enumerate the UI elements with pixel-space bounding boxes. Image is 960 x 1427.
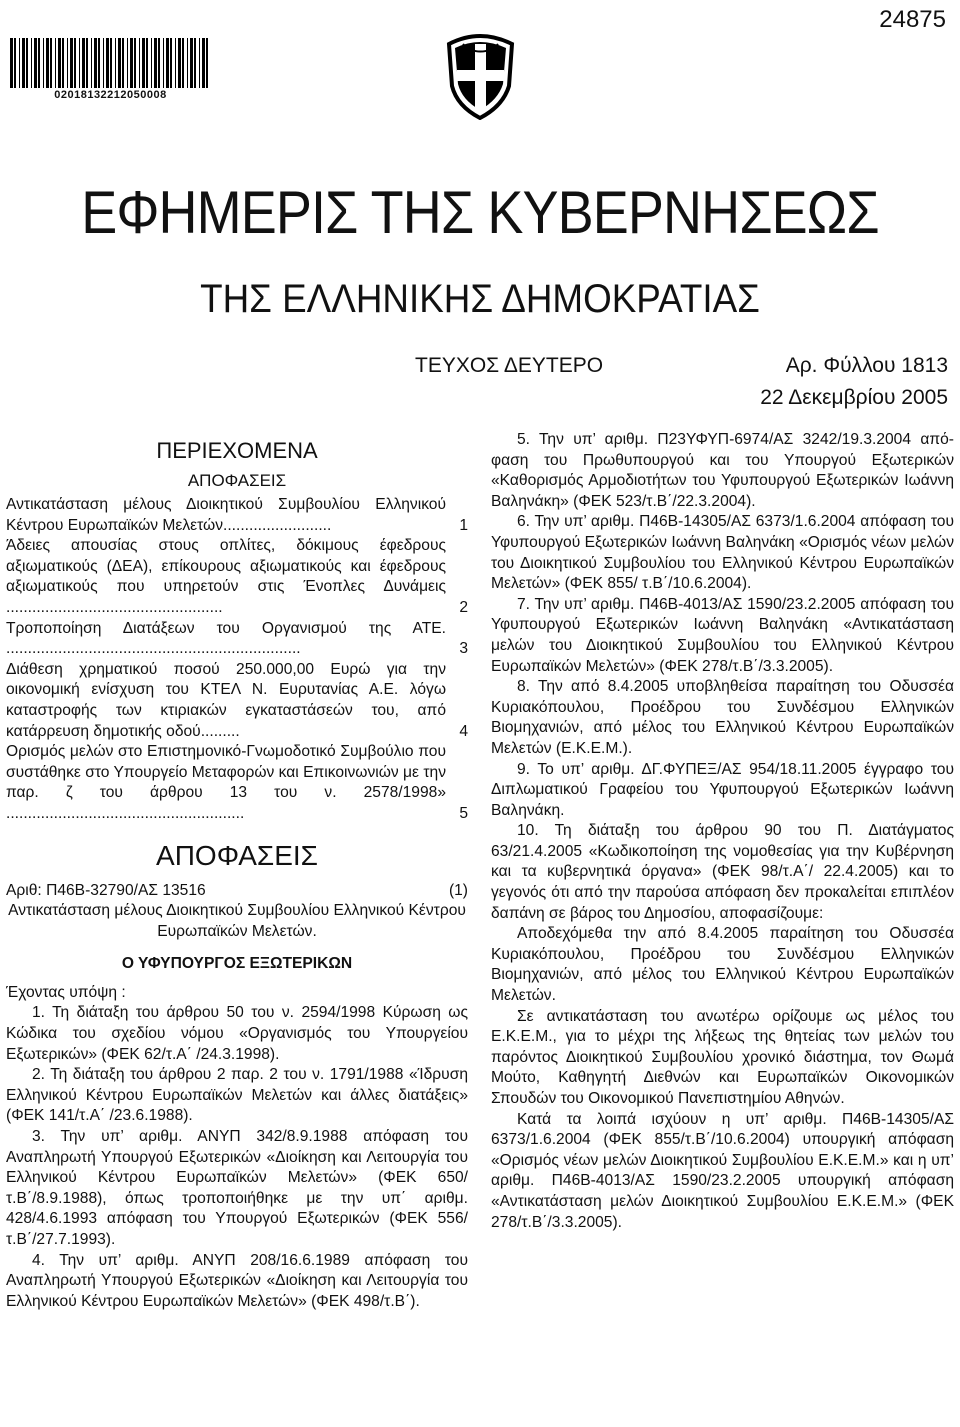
decisions-heading: ΑΠΟΦΑΣΕΙΣ bbox=[156, 839, 318, 871]
toc-entry-page: 1 bbox=[459, 516, 468, 534]
issue-number: Αρ. Φύλλου 1813 bbox=[785, 354, 948, 377]
toc-entry-text: Αντικατάσταση μέλους Διοικητικού Συμβουλίου Ελληνικού Κέντρου Ευρωπαϊκών Μελετών bbox=[6, 496, 446, 534]
right-column bbox=[491, 430, 954, 1233]
toc-entry-page: 3 bbox=[459, 640, 468, 658]
issue-date: 22 Δεκεμβρίου 2005 bbox=[760, 386, 948, 409]
toc-entry-text: Διάθεση χρηματικού ποσού 250.000,00 Ευρώ για την οικονομική ενίσχυση του ΚΤΕΛ Ν. Ευρυτανίας Α.Ε. λόγω καταστροφής των κτιριακών εγκαταστάσεών του, από κατάρρευση δημοτικής οδού bbox=[6, 660, 446, 740]
minister-heading: Ο ΥΦΥΠΟΥΡΓΟΣ ΕΞΩΤΕΡΙΚΩΝ bbox=[121, 955, 353, 973]
paragraph: 10. Τη διάταξη του άρθρου 90 του Π. Διατάγματος 63/21.4.2005 «Κωδικοποίηση της νομοθεσίας για την Κυβέρνηση και τα κυβερνητικά όργανα» (ΦΕΚ 98/τ.Α΄/ 22.4.2005) και το γεγονός ότι από την παρούσα απόφαση δεν προκαλείται επιπλέον δαπάνη σε βάρος του Δημοσίου, αποφασίζουμε: bbox=[491, 822, 954, 922]
toc-title: ΠΕΡΙΕΧΟΜΕΝΑ bbox=[156, 438, 318, 463]
decision-reference: Αριθ: Π46Β-32790/ΑΣ 13516 bbox=[6, 881, 206, 899]
masthead-title: ΕΦΗΜΕΡΙΣ ΤΗΣ ΚΥΒΕΡΝΗΣΕΩΣ bbox=[81, 179, 879, 246]
decision-sequence: (1) bbox=[448, 881, 468, 899]
paragraph: 7. Την υπ’ αριθμ. Π46Β-4013/ΑΣ 1590/23.2.2005 απόφαση του Υφυπουργού Εξωτερικών Ιωάννη Βαληνάκη «Αντικατάσταση μελών του Διοικητικού Συμβουλίου του Ελληνικού Κέντρου Ευρωπαϊκών Μελετών» (ΦΕΚ 278/τ.Β΄/3.3.2005). bbox=[491, 595, 954, 675]
paragraph: Σε αντικατάσταση του ανωτέρω ορίζουμε ως μέλος του Ε.Κ.Ε.Μ., για το μέχρι της λήξεως της θητείας των μελών του παρόντος Διοικητικού Συμβουλίου χρονικό διάστημα, τον Θωμά Μούτο, Καθηγητή Διεθνών και Ευρωπαϊκών Οικονομικών Σπουδών του Οικονομικού Πανεπιστημίου Αθηνών. bbox=[491, 1007, 954, 1107]
toc-entry: Ορισμός μελών στο Επιστημονικό-Γνωμοδοτικό Συμβούλιο που συστάθηκε στο Υπουργείο Μεταφορών και Επικοινωνιών με την παρ. ζ του άρθρου 13 του ν. 2578/1998»....................................................... 5 bbox=[6, 742, 468, 824]
paragraph: 4. Την υπ’ αριθμ. ΑΝΥΠ 208/16.6.1989 απόφαση του Αναπληρωτή Υπουργού Εξωτερικών «Διοίκηση και Λειτουργία του Ελληνικού Κέντρου Ευρωπαϊκών Μελετών» (ΦΕΚ 498/τ.Β΄). bbox=[6, 1251, 468, 1310]
toc-entry-page: 4 bbox=[459, 722, 468, 740]
paragraph: 9. Το υπ’ αριθμ. ΔΓ.ΦΥΠΕΞ/ΑΣ 954/18.11.2005 έγγραφο του Διπλωματικού Γραφείου του Υφυπουργού Εξωτερικών Ιωάννη Βαληνάκη. bbox=[491, 760, 954, 819]
paragraph: Κατά τα λοιπά ισχύουν η υπ’ αριθμ. Π46Β-14305/ΑΣ 6373/1.6.2004 (ΦΕΚ 855/τ.Β΄/10.6.2004) υπουργική απόφαση «Ορισμός νέων μελών Διοικητικού Συμβουλίου Ε.Κ.Ε.Μ.» και η υπ’ αριθμ. Π46Β-4013/ΑΣ 1590/23.2.2005 υπουργική απόφαση «Αντικατάσταση μελών Διοικητικού Συμβουλίου Ε.Κ.Ε.Μ.» (ΦΕΚ 278/τ.Β΄/3.3.2005). bbox=[491, 1110, 954, 1231]
page-number: 24875 bbox=[879, 6, 946, 33]
toc-entry: Άδειες απουσίας στους οπλίτες, δόκιμους έφεδρους αξιωματικούς (ΔΕΑ), επίκουρους αξιωματικούς και έφεδρους αξιωματικούς που υπηρετούν στις Ένοπλες Δυνάμεις.................................................. 2 bbox=[6, 536, 468, 618]
barcode-number: 02018132212050008 bbox=[54, 89, 167, 101]
toc-entry-page: 5 bbox=[459, 804, 468, 822]
paragraph: 5. Την υπ’ αριθμ. Π23ΥΦΥΠ-6974/ΑΣ 3242/19.3.2004 απόφαση του Πρωθυπουργού και του Υπουργού Εξωτερικών «Καθορισμός Αρμοδιοτήτων του Υφυπουργού Εξωτερικών Ιωάννη Βαληνάκη» (ΦΕΚ 523/τ.Β΄/22.3.2004). bbox=[491, 431, 954, 510]
toc-entry: Διάθεση χρηματικού ποσού 250.000,00 Ευρώ για την οικονομική ενίσχυση του ΚΤΕΛ Ν. Ευρυτανίας Α.Ε. λόγω καταστροφής των κτιριακών εγκαταστάσεών του, από κατάρρευση δημοτικής οδού......... 4 bbox=[6, 660, 468, 742]
toc-entry: Αντικατάσταση μέλους Διοικητικού Συμβουλίου Ελληνικού Κέντρου Ευρωπαϊκών Μελετών......................... 1 bbox=[6, 495, 468, 536]
toc-section: ΑΠΟΦΑΣΕΙΣ bbox=[187, 471, 287, 490]
barcode-block bbox=[8, 38, 213, 101]
barcode-icon bbox=[8, 38, 213, 88]
decision-title: Αντικατάσταση μέλους Διοικητικού Συμβουλίου Ελληνικού Κέντρου Ευρωπαϊκών Μελετών. bbox=[8, 902, 466, 940]
toc-entry-text: Τροποποίηση Διατάξεων του Οργανισμού της ΑΤΕ. bbox=[6, 619, 446, 637]
paragraph: 6. Την υπ’ αριθμ. Π46Β-14305/ΑΣ 6373/1.6.2004 απόφαση του Υφυπουργού Εξωτερικών Ιωάννη Βαληνάκη «Ορισμός νέων μελών του Διοικητικού Συμβουλίου του Ελληνικού Κέντρου Ευρωπαϊκών Μελετών» (ΦΕΚ 855/ τ.Β΄/10.6.2004). bbox=[491, 513, 954, 593]
intro-line: Έχοντας υπόψη : bbox=[6, 983, 126, 1001]
paragraph: 2. Τη διάταξη του άρθρου 2 παρ. 2 του ν. 1791/1988 «Ίδρυση Ελληνικού Κέντρου Ευρωπαϊκών Μελετών και άλλες διατάξεις» (ΦΕΚ 141/τ.Α΄ /23.6.1988). bbox=[6, 1066, 468, 1125]
toc-entry: Τροποποίηση Διατάξεων του Οργανισμού της ΑΤΕ..................................................................... 3 bbox=[6, 619, 468, 660]
decision-reference-line bbox=[6, 881, 468, 902]
paragraph: 8. Την από 8.4.2005 υποβληθείσα παραίτηση του Οδυσσέα Κυριακόπουλου, Προέδρου του Συνδέσμου Ελληνικών Βιομηχανιών, από μέλος του Ελληνικού Κέντρου Ευρωπαϊκών Μελετών (Ε.Κ.Ε.Μ.). bbox=[491, 678, 954, 757]
masthead-subtitle: ΤΗΣ ΕΛΛΗΝΙΚΗΣ ΔΗΜΟΚΡΑΤΙΑΣ bbox=[200, 277, 760, 321]
paragraph: 1. Τη διάταξη του άρθρου 50 του ν. 2594/1998 Κύρωση ως Κώδικα του σχεδίου νόμου «Οργανισμός του Υπουργείου Εξωτερικών» (ΦΕΚ 62/τ.Α΄ /24.3.1998). bbox=[6, 1004, 468, 1063]
toc-entry-text: Άδειες απουσίας στους οπλίτες, δόκιμους έφεδρους αξιωματικούς (ΔΕΑ), επίκουρους αξιωματικούς και έφεδρους αξιωματικούς που υπηρετούν στις Ένοπλες Δυνάμεις bbox=[6, 537, 446, 596]
paragraph: 3. Την υπ’ αριθμ. ΑΝΥΠ 342/8.9.1988 απόφαση του Αναπληρωτή Υπουργού Εξωτερικών «Διοίκηση και Λειτουργία του Ελληνικού Κέντρου Ευρωπαϊκών Μελετών» (ΦΕΚ 650/τ.Β΄/8.9.1988), όπως τροποποιήθηκε με την υπ΄ αριθμ. 428/4.6.1993 απόφαση του Υπουργού Εξωτερικών (ΦΕΚ 556/τ.Β΄/27.7.1993). bbox=[6, 1128, 468, 1248]
paragraph: Αποδεχόμεθα την από 8.4.2005 παραίτηση του Οδυσσέα Κυριακόπουλου, Προέδρου του Συνδέσμου Ελληνικών Βιομηχανιών, από μέλος του Ελληνικού Κέντρου Ευρωπαϊκών Μελετών. bbox=[491, 925, 954, 1005]
greek-coat-of-arms-icon bbox=[443, 30, 518, 120]
toc-entry-page: 2 bbox=[459, 598, 468, 616]
left-column bbox=[6, 430, 468, 1312]
issue-series: ΤΕΥΧΟΣ ΔΕΥΤΕΡΟ bbox=[415, 354, 604, 377]
toc-entry-text: Ορισμός μελών στο Επιστημονικό-Γνωμοδοτικό Συμβούλιο που συστάθηκε στο Υπουργείο Μεταφορών και Επικοινωνιών με την παρ. ζ του άρθρου 13 του ν. 2578/1998» bbox=[6, 743, 446, 802]
